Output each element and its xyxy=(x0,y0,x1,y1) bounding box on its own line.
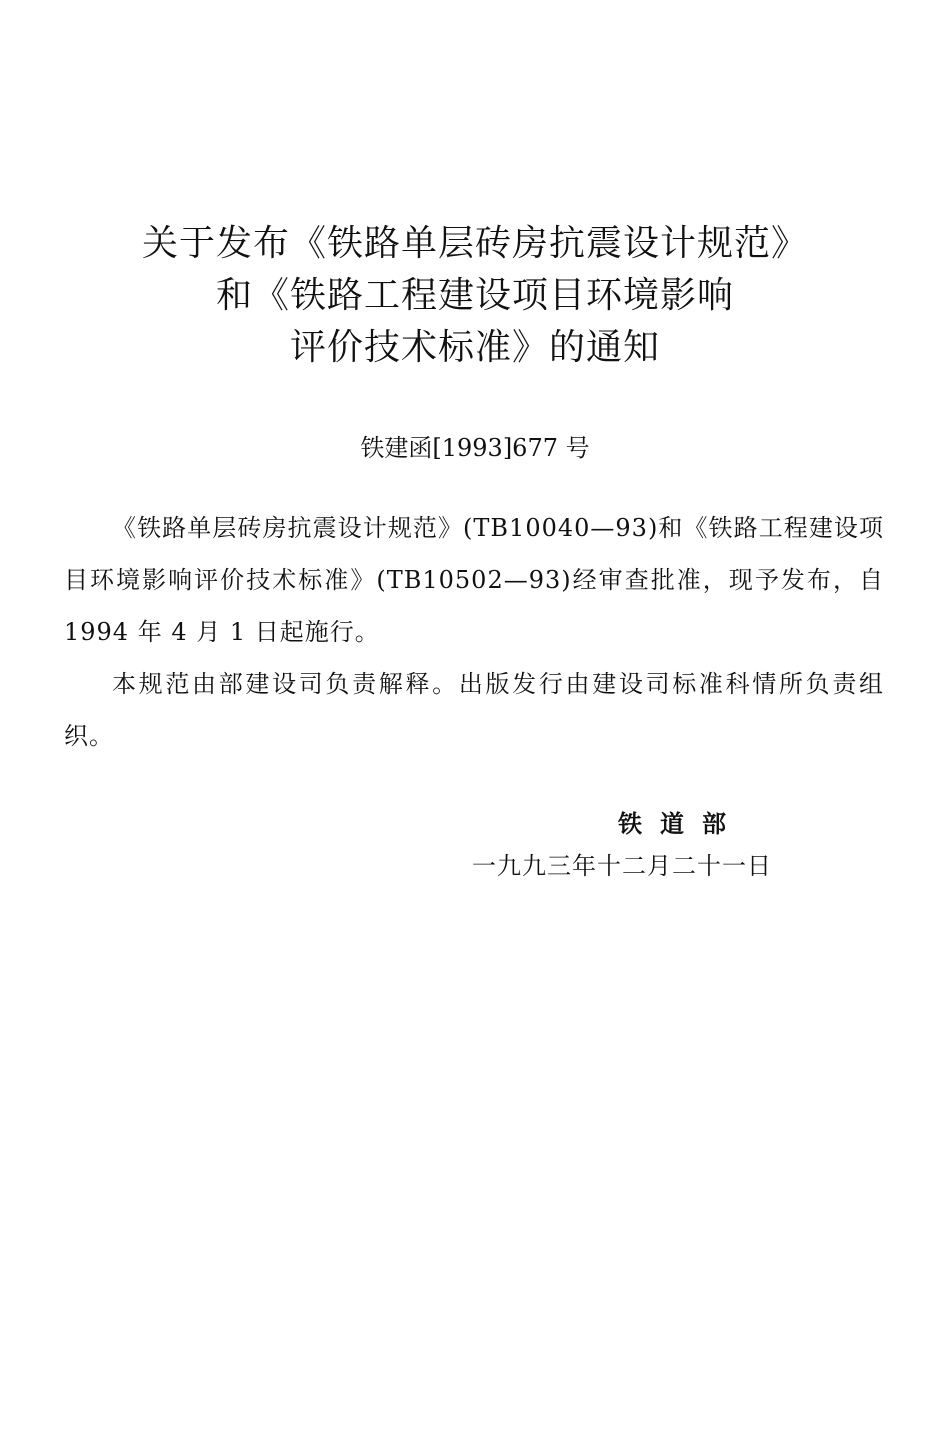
body-paragraph-1: 《铁路单层砖房抗震设计规范》(TB10040—93)和《铁路工程建设项目环境影响评价技术标准》(TB10502—93)经审查批准，现予发布，自 1994 年 4 月 1 日起施行。 xyxy=(64,514,884,646)
document-number: 铁建函[1993]677 号 xyxy=(360,434,590,462)
issuing-authority: 铁道部 xyxy=(618,809,744,838)
body-paragraph-2: 本规范由部建设司负责解释。出版发行由建设司标准科情所负责组织。 xyxy=(64,670,884,750)
title-line-2: 和《铁路工程建设项目环境影响 xyxy=(215,275,734,316)
issue-date: 一九九三年十二月二十一日 xyxy=(472,852,772,880)
title-line-1: 关于发布《铁路单层砖房抗震设计规范》 xyxy=(141,223,808,264)
notice-title xyxy=(0,218,950,374)
title-line-3: 评价技术标准》的通知 xyxy=(289,327,660,368)
notice-body xyxy=(64,502,884,762)
